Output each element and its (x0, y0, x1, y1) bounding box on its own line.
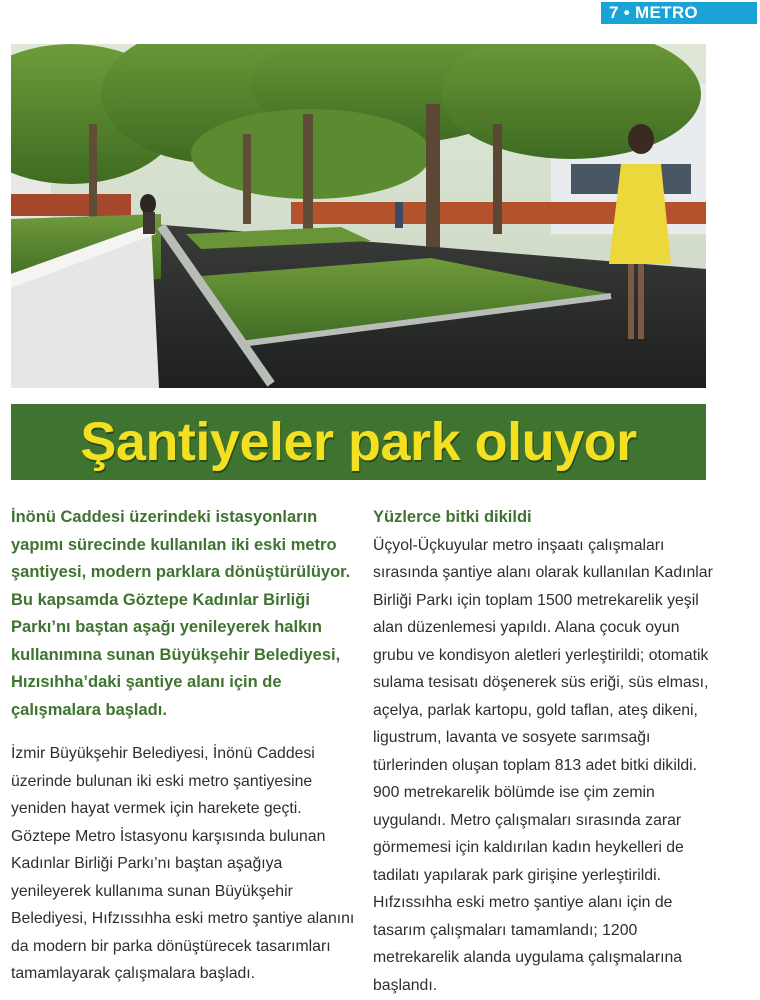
lead-paragraph: İnönü Caddesi üzerindeki istasyonların yapımı sürecinde kullanılan iki eski metro şantiyesi, modern parklara dönüştürülüyor. Bu kapsamda Göztepe Kadınlar Birliği Parkı’nı baştan aşağı yenileyerek halkın kullanımına sunan Büyükşehir Belediyesi, Hızısıhha’daki şantiye alanı için de çalışmalara başladı. (11, 508, 351, 719)
article-headline: Şantiyeler park oluyor (80, 412, 637, 472)
subheading: Yüzlerce bitki dikildi (373, 508, 532, 526)
right-column (373, 504, 718, 999)
body-paragraph-left: İzmir Büyükşehir Belediyesi, İnönü Caddesi üzerinde bulunan iki eski metro şantiyesine yeniden hayat vermek için harekete geçti. Göztepe Metro İstasyonu karşısında bulunan Kadınlar Birliği Parkı’nı baştan aşağıya yenileyerek kullanıma sunan Büyükşehir Belediyesi, Hıfzıssıhha eski metro şantiye alanını da modern bir parka dönüştürecek tasarımları tamamlayarak çalışmalara başladı. (11, 745, 355, 982)
headline-bar (11, 404, 706, 480)
left-column (11, 504, 356, 988)
section-tag: 7 • METRO (601, 2, 757, 24)
body-paragraph-right: Üçyol-Üçkuyular metro inşaatı çalışmaları sırasında şantiye alanı olarak kullanılan Kadınlar Birliği Parkı için toplam 1500 metrekarelik yeşil alan düzenlemesi yapıldı. Alana çocuk oyun grubu ve kondisyon aletleri yerleştirildi; otomatik sulama tesisatı döşenerek süs eriği, süs elması, açelya, parlak kartopu, gold taflan, ateş dikeni, ligustrum, lavanta ve sosyete sarımsağı türlerinden oluşan toplam 813 adet bitki dikildi. 900 metrekarelik bölümde ise çim zemin uygulandı. Metro çalışmaları sırasında zarar görmemesi için kaldırılan kadın heykelleri de tadilatı yapılarak park girişine yerleştirildi. Hıfzıssıhha eski metro şantiye alanı için de tasarım çalışmaları tamamlandı; 1200 metrekarelik alanda uygulama çalışmalarına başlandı. (373, 536, 713, 994)
park-rendering-photo (11, 44, 706, 388)
